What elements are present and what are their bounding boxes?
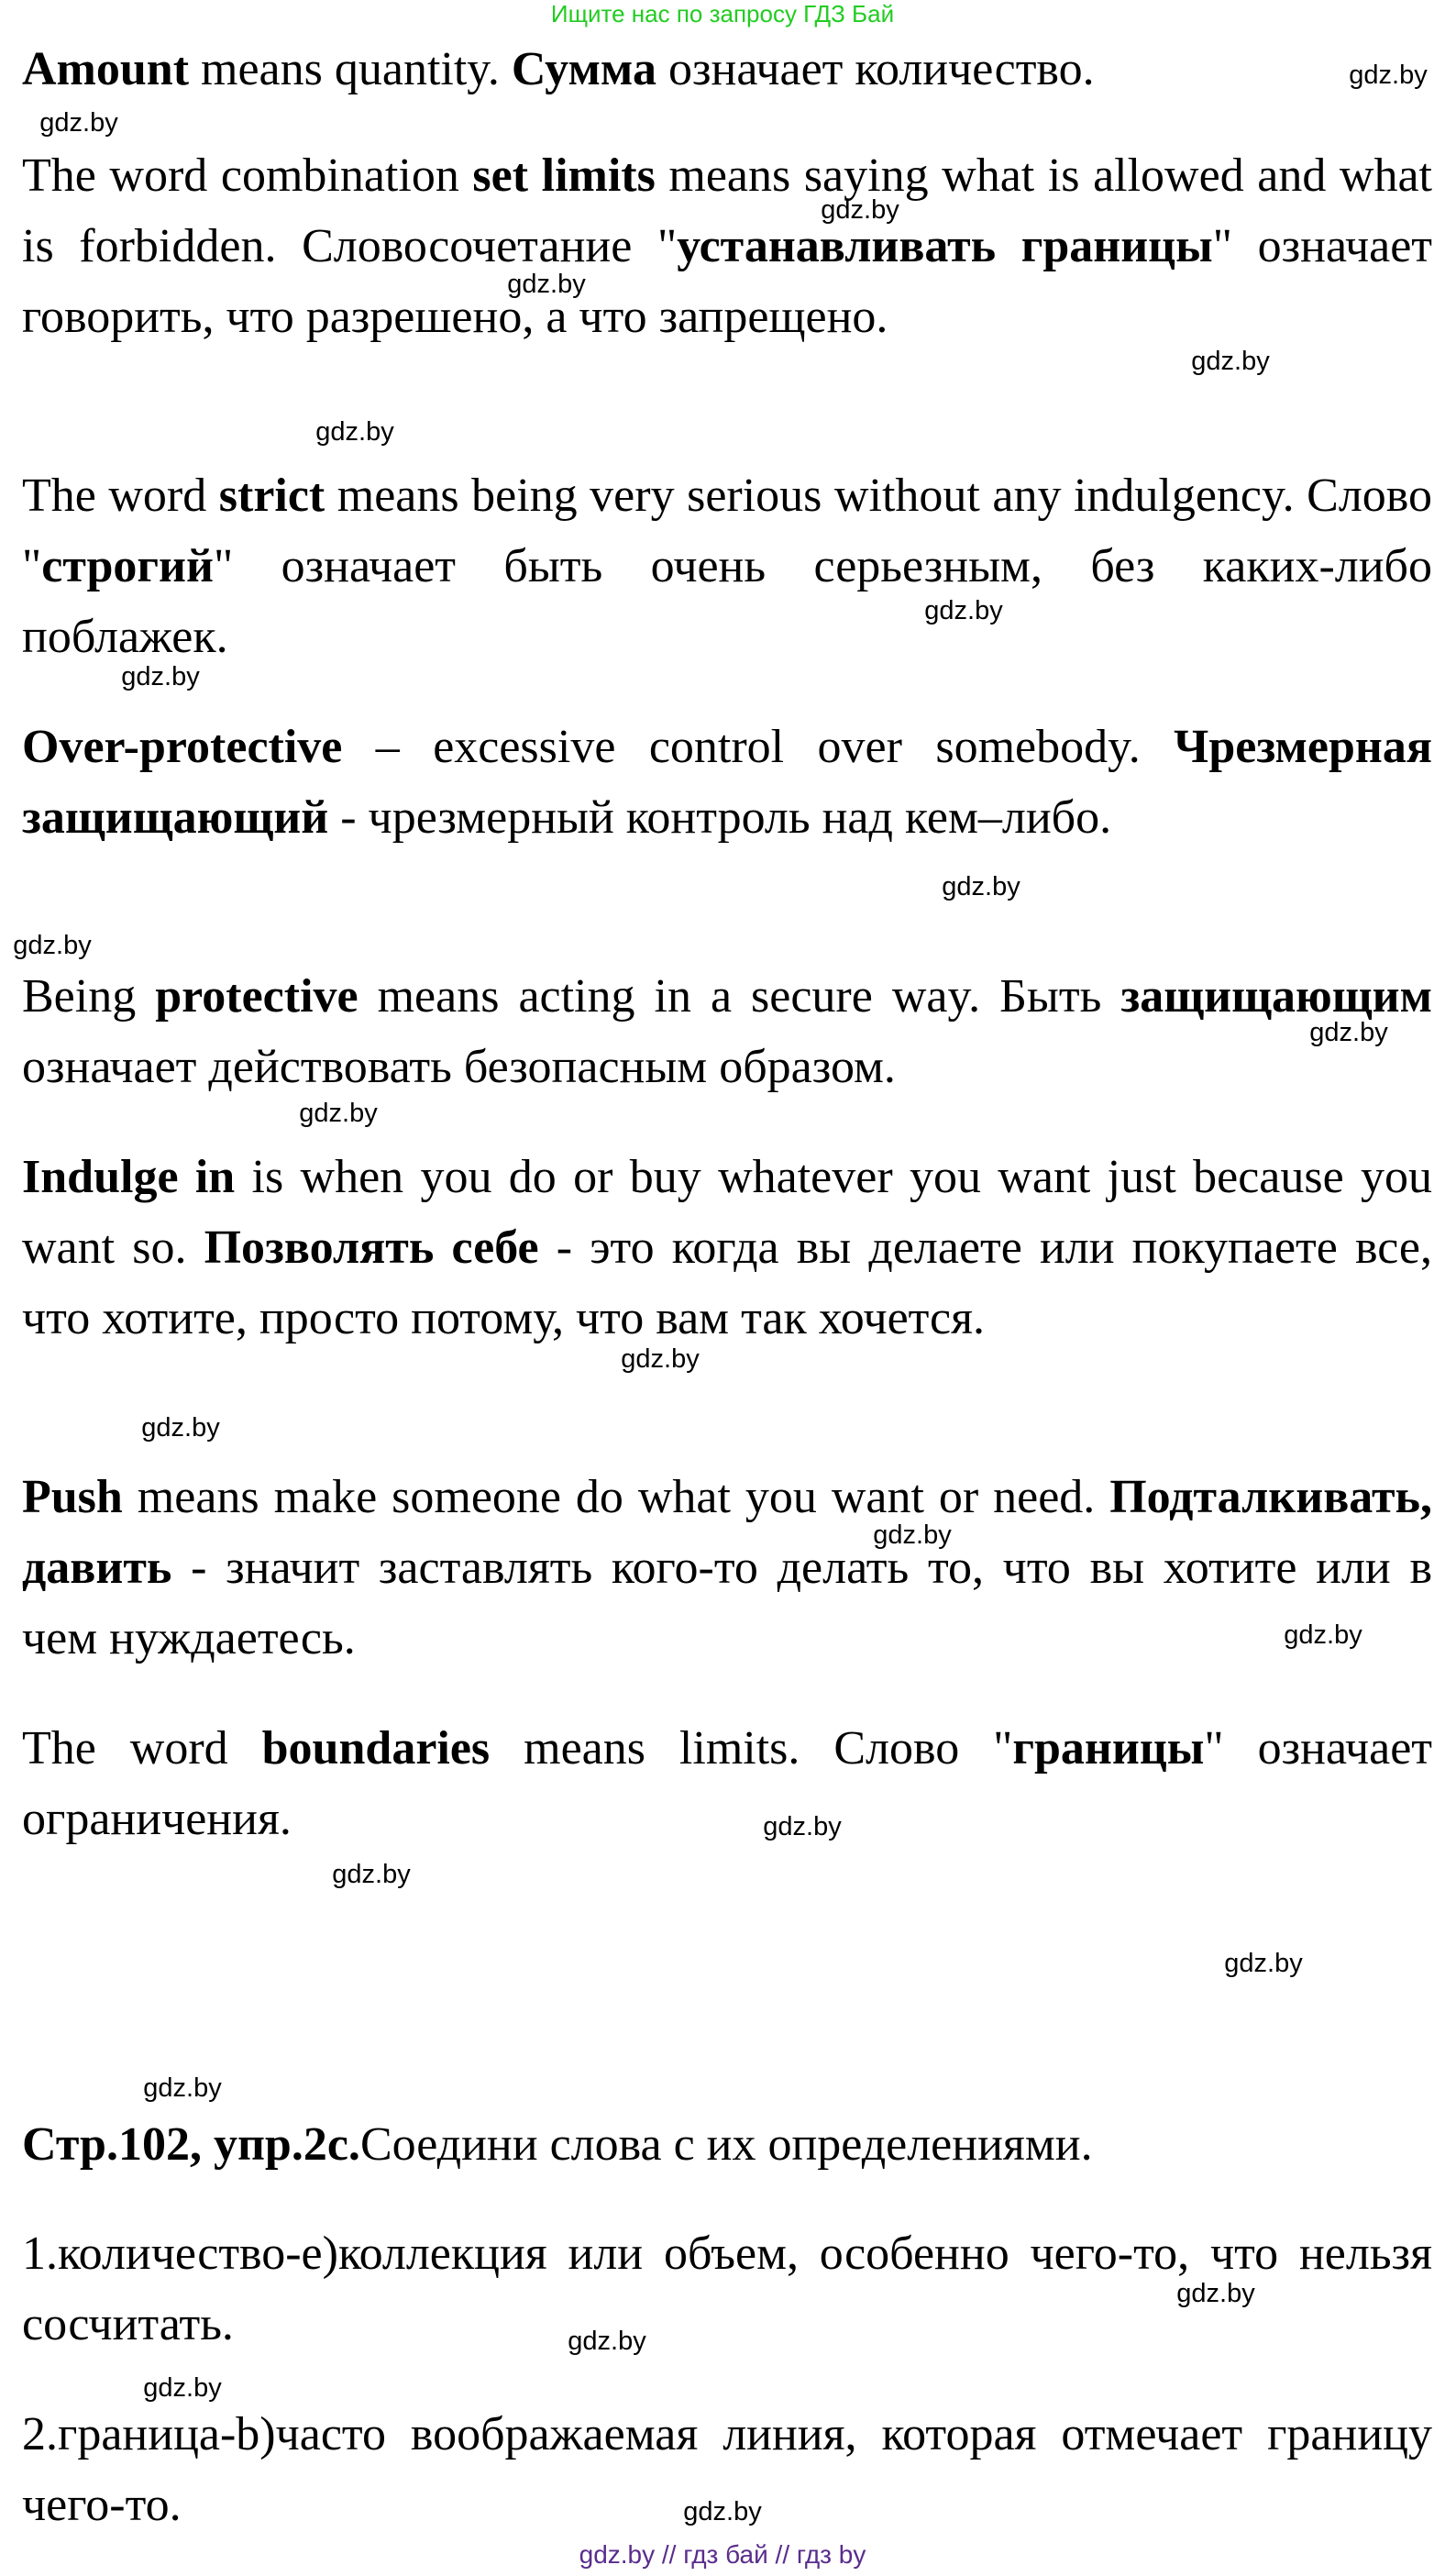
term: Подталкивать, давить (22, 1471, 1432, 1594)
watermark-text: gdz.by (873, 1520, 952, 1550)
footer-watermark: gdz.by // гдз бай // гдз by (579, 2540, 866, 2569)
text: means saying what is allowed and what is forbidden. Словосочетание " (22, 149, 1433, 272)
text: - значит заставлять кого-то делать то, что вы хотите или в чем нуждаетесь. (22, 1542, 1432, 1664)
term: Push (22, 1471, 123, 1523)
text: The word combination (22, 149, 473, 202)
term: protective (155, 970, 358, 1023)
text: " означает быть очень серьезным, без каких-либо поблажек. (22, 540, 1432, 663)
exercise-item: 1.количество-е)коллекция или объем, особенно чего-то, что нельзя сосчитать. (22, 2228, 1432, 2350)
definition-amount (22, 34, 1432, 105)
text: - это когда вы делаете или покупаете все, что хотите, просто потому, что вам так хочется. (22, 1222, 1432, 1344)
text: " означает говорить, что разрешено, а что запрещено. (22, 220, 1432, 343)
term: Сумма (511, 43, 656, 95)
text: – excessive control over somebody. (342, 721, 1175, 773)
term: Over-protective (22, 721, 343, 773)
term: защищающим (1120, 970, 1432, 1023)
watermark-text: gdz.by (141, 1413, 220, 1443)
watermark-text: gdz.by (1309, 1018, 1388, 1047)
watermark-text: gdz.by (507, 270, 586, 299)
text: означает действовать безопасным образом. (22, 1041, 896, 1093)
watermark-text: gdz.by (568, 2327, 646, 2356)
watermark-text: gdz.by (315, 417, 394, 447)
term: Чрезмерная защищающий (22, 721, 1432, 844)
text: The word (22, 470, 219, 522)
text: is when you do or buy whatever you want just because you want so. (22, 1151, 1432, 1274)
term: boundaries (261, 1722, 491, 1774)
watermark-text: gdz.by (942, 872, 1020, 901)
watermark-text: gdz.by (39, 108, 118, 138)
definition-indulge-in (22, 1142, 1432, 1354)
watermark-text: gdz.by (299, 1099, 378, 1128)
text: " означает ограничения. (22, 1722, 1432, 1845)
text: means acting in a secure way. Быть (358, 970, 1121, 1023)
term: строгий (41, 540, 214, 592)
watermark-text: gdz.by (924, 596, 1003, 625)
search-hint-banner: Ищите нас по запросу ГДЗ Бай (550, 0, 895, 28)
watermark-text: gdz.by (143, 2073, 222, 2103)
definition-set-limits (22, 140, 1432, 352)
term: Позволять себе (204, 1222, 539, 1274)
watermark-text: gdz.by (683, 2497, 762, 2526)
watermark-text: gdz.by (13, 931, 92, 960)
term: Indulge in (22, 1151, 236, 1203)
definition-protective (22, 961, 1432, 1102)
definition-over-protective (22, 712, 1432, 853)
watermark-text: gdz.by (1176, 2279, 1255, 2308)
text: means being very serious without any indulgency. Слово " (22, 470, 1432, 592)
text: Being (22, 970, 156, 1023)
text: means quantity. (189, 43, 512, 95)
watermark-text: gdz.by (332, 1860, 411, 1889)
exercise-reference: Стр.102, упр.2с. (22, 2118, 360, 2171)
term: strict (218, 470, 325, 522)
text: means make someone do what you want or need. (122, 1471, 1110, 1523)
exercise-heading (22, 2109, 1432, 2180)
term: set limits (472, 149, 656, 202)
text: означает количество. (656, 43, 1095, 95)
watermark-text: gdz.by (1191, 347, 1270, 376)
definition-boundaries (22, 1713, 1432, 1854)
term: устанавливать границы (677, 220, 1213, 272)
text: - чрезмерный контроль над кем–либо. (328, 791, 1112, 844)
definition-strict (22, 460, 1432, 672)
text: The word (22, 1722, 262, 1774)
text: means limits. Слово " (490, 1722, 1013, 1774)
definition-push (22, 1462, 1432, 1674)
watermark-text: gdz.by (621, 1344, 700, 1374)
term: границы (1012, 1722, 1205, 1774)
watermark-text: gdz.by (1284, 1620, 1362, 1650)
watermark-text: gdz.by (143, 2373, 222, 2403)
watermark-text: gdz.by (1349, 61, 1428, 90)
watermark-text: gdz.by (1224, 1949, 1303, 1978)
watermark-text: gdz.by (763, 1812, 842, 1841)
watermark-text: gdz.by (121, 662, 200, 691)
exercise-instruction: Соедини слова с их определениями. (359, 2118, 1093, 2171)
exercise-item: 2.граница-b)часто воображаемая линия, которая отмечает границу чего-то. (22, 2408, 1432, 2531)
watermark-text: gdz.by (821, 195, 899, 225)
term: Amount (22, 43, 190, 95)
